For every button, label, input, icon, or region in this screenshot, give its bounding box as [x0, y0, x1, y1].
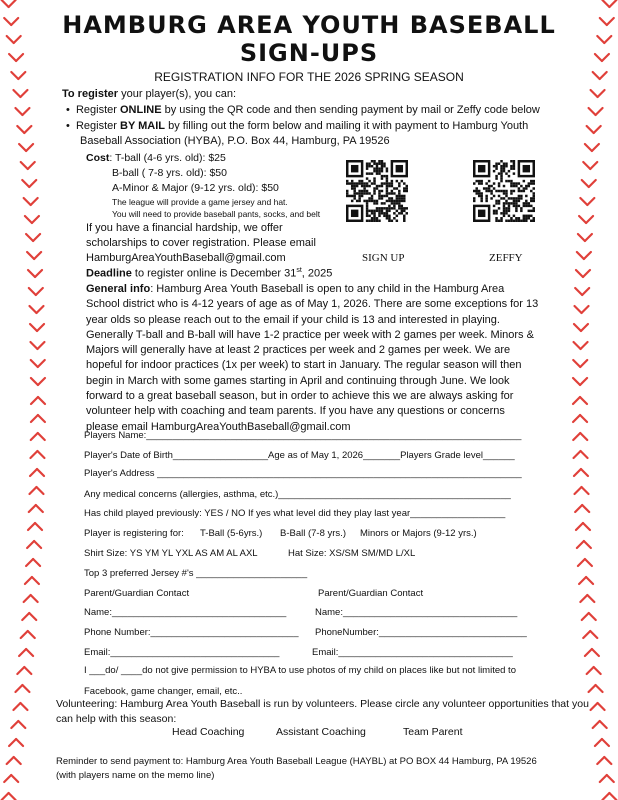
hat-size-field[interactable]: Hat Size: XS/SM SM/MD L/XL — [288, 548, 416, 559]
cost-note-jersey: The league will provide a game jersey and hat. — [112, 197, 288, 207]
stitch-mark — [580, 415, 587, 422]
stitch-mark — [31, 360, 38, 367]
guardian-contact-label-1: Parent/Guardian Contact — [84, 588, 190, 599]
stitch-mark — [598, 703, 605, 710]
stitch-mark — [28, 162, 35, 169]
stitch-mark — [31, 433, 38, 440]
stitch-mark — [580, 198, 587, 205]
left-stitch-arc — [2, 0, 45, 800]
stitch-mark — [29, 613, 36, 620]
stitch-mark — [38, 360, 45, 367]
stitch-mark — [18, 721, 25, 728]
stitch-mark — [587, 126, 594, 133]
stitch-mark — [573, 360, 580, 367]
register-bullet-online: • Register ONLINE by using the QR code and then sending payment by mail or Zeffy code below — [66, 104, 540, 116]
right-stitch-arc — [573, 0, 616, 800]
medical-field[interactable]: Any medical concerns (allergies, asthma, etc.)____________________________________________ — [84, 489, 511, 500]
stitch-mark — [581, 451, 588, 458]
stitch-mark — [31, 378, 38, 385]
signup-qr-code-icon[interactable] — [346, 160, 408, 222]
stitch-mark — [573, 378, 580, 385]
stitch-mark — [24, 595, 31, 602]
stitch-mark — [17, 126, 24, 133]
stitch-mark — [4, 775, 11, 782]
stitch-mark — [583, 270, 590, 277]
stitch-mark — [602, 739, 609, 746]
stitch-mark — [37, 342, 44, 349]
stitch-mark — [578, 234, 585, 241]
stitch-mark — [25, 216, 32, 223]
stitch-mark — [24, 667, 31, 674]
stitch-mark — [587, 595, 594, 602]
stitch-mark — [29, 306, 36, 313]
volunteer-head-coaching[interactable]: Head Coaching — [172, 726, 245, 738]
volunteer-assistant-coaching[interactable]: Assistant Coaching — [276, 726, 366, 738]
stitch-mark — [9, 0, 16, 7]
stitch-mark — [594, 126, 601, 133]
stitch-mark — [27, 541, 34, 548]
stitch-mark — [589, 108, 596, 115]
stitch-mark — [600, 721, 607, 728]
stitch-mark — [19, 144, 26, 151]
stitch-mark — [33, 559, 40, 566]
stitch-mark — [36, 306, 43, 313]
stitch-mark — [602, 0, 609, 7]
stitch-mark — [598, 90, 605, 97]
stitch-mark — [35, 523, 42, 530]
cost-bball: B-ball ( 7-8 yrs. old): $50 — [112, 167, 227, 179]
stitch-mark — [30, 342, 37, 349]
guardian-phone-field-1[interactable]: Phone Number:____________________________ — [84, 627, 299, 638]
stitch-mark — [591, 90, 598, 97]
stitch-mark — [32, 216, 39, 223]
stitch-mark — [581, 469, 588, 476]
page-title-line2: SIGN-UPS — [239, 39, 379, 67]
stitch-mark — [597, 757, 604, 764]
stitch-mark — [31, 595, 38, 602]
players-name-field[interactable]: Players Name:_______________________________________________________________________ — [84, 430, 522, 441]
stitch-mark — [580, 595, 587, 602]
stitch-mark — [574, 324, 581, 331]
stitch-mark — [585, 559, 592, 566]
guardian-phone-field-2[interactable]: PhoneNumber:____________________________ — [315, 627, 527, 638]
stitch-mark — [593, 721, 600, 728]
stitch-mark — [28, 631, 35, 638]
photo-permission-field[interactable]: I ___do/ ____do not give permission to HYBA to use photos of my child on places like but not limited to — [84, 665, 516, 676]
stitch-mark — [26, 234, 33, 241]
stitch-mark — [584, 541, 591, 548]
deadline: Deadline to register online is December 31st, 2025 — [86, 267, 333, 280]
stitch-mark — [600, 775, 607, 782]
stitch-mark — [579, 216, 586, 223]
stitch-mark — [586, 216, 593, 223]
stitch-mark — [2, 0, 9, 7]
register-bullet-mail-line2: Baseball Association (HYBA), P.O. Box 44, Hamburg, PA 19526 — [80, 135, 390, 147]
volunteer-line1: Volunteering: Hamburg Area Youth Baseball is run by volunteers. Please circle any volunteer opportunities that you — [56, 698, 589, 710]
stitch-mark — [582, 288, 589, 295]
volunteer-team-parent[interactable]: Team Parent — [403, 726, 463, 738]
stitch-mark — [31, 415, 38, 422]
stitch-mark — [580, 397, 587, 404]
stitch-mark — [20, 703, 27, 710]
stitch-mark — [13, 90, 20, 97]
stitch-mark — [14, 757, 21, 764]
stitch-mark — [26, 559, 33, 566]
signup-qr-label: SIGN UP — [362, 252, 405, 264]
stitch-mark — [21, 631, 28, 638]
stitch-mark — [576, 523, 583, 530]
stitch-mark — [28, 270, 35, 277]
cost-note-pants: You will need to provide baseball pants, socks, and belt — [112, 209, 321, 219]
stitch-mark — [25, 577, 32, 584]
stitch-mark — [34, 252, 41, 259]
stitch-mark — [11, 721, 18, 728]
jersey-number-field[interactable]: Top 3 preferred Jersey #'s _____________________ — [84, 568, 308, 579]
stitch-mark — [574, 451, 581, 458]
stitch-mark — [604, 757, 611, 764]
stitch-mark — [16, 739, 23, 746]
reminder-line1: Reminder to send payment to: Hamburg Area Youth Baseball League (HAYBL) at PO BOX 44 Hamburg, PA 19526 — [56, 756, 537, 767]
page-subtitle: REGISTRATION INFO FOR THE 2026 SPRING SEASON — [154, 70, 464, 84]
stitch-mark — [20, 90, 27, 97]
stitch-mark — [589, 613, 596, 620]
stitch-mark — [573, 433, 580, 440]
option-tball[interactable]: T-Ball (5-6yrs.) — [200, 528, 263, 539]
stitch-mark — [581, 342, 588, 349]
stitch-mark — [589, 180, 596, 187]
stitch-mark — [575, 306, 582, 313]
stitch-mark — [15, 108, 22, 115]
register-intro: To register your player(s), you can: — [62, 88, 237, 100]
stitch-mark — [7, 757, 14, 764]
guardian-name-field-2[interactable]: Name:_________________________________ — [315, 607, 518, 618]
stitch-mark — [29, 505, 36, 512]
volunteer-line2: can help with this season: — [56, 713, 177, 725]
stitch-mark — [15, 685, 22, 692]
stitch-mark — [581, 324, 588, 331]
stitch-mark — [576, 270, 583, 277]
stitch-mark — [37, 451, 44, 458]
stitch-mark — [36, 288, 43, 295]
stitch-mark — [38, 415, 45, 422]
stitch-mark — [9, 793, 16, 800]
option-bball[interactable]: B-Ball (7-8 yrs.) — [280, 528, 346, 539]
guardian-name-field-1[interactable]: Name:_________________________________ — [84, 607, 287, 618]
register-bullet-mail: • Register BY MAIL by filling out the form below and mailing it with payment to Hamburg Youth — [66, 120, 529, 132]
cost-tball: Cost: T-ball (4-6 yrs. old): $25 — [86, 152, 226, 164]
stitch-mark — [590, 162, 597, 169]
stitch-mark — [585, 234, 592, 241]
stitch-mark — [24, 126, 31, 133]
stitch-mark — [22, 613, 29, 620]
general-info: General info: Hamburg Area Youth Baseball is open to any child in the Hamburg Area School district who is 4-12 years of age as of May 1, 2026. There are some exceptions for 13 year olds so please reach out to the email if your child is 13 and interested in playing. Generally T-ball and B-ball will have 1-2 practice per week with 2 games per week. Minors & Majors will generally have at least 2 practices per week and 2 games per week. We are hopeful for indoor practices (1x per week) to start in January. The regular season will then begin in March with some games starting in April and continuing through June. We look forward to a great baseball season, but in order to achieve this we are always asking for volunteer help with coaching and team parents. If you have any questions or concerns please email HamburgAreaYouthBaseball@gmail.com — [86, 283, 539, 433]
stitch-mark — [38, 378, 45, 385]
stitch-mark — [574, 469, 581, 476]
stitch-mark — [583, 631, 590, 638]
stitch-mark — [11, 775, 18, 782]
stitch-mark — [30, 469, 37, 476]
page-title-line1: HAMBURG AREA YOUTH BASEBALL — [62, 11, 556, 39]
stitch-mark — [37, 469, 44, 476]
stitch-mark — [30, 451, 37, 458]
stitch-mark — [27, 252, 34, 259]
stitch-mark — [38, 397, 45, 404]
guardian-contact-label-2: Parent/Guardian Contact — [318, 588, 424, 599]
stitch-mark — [580, 360, 587, 367]
stitch-mark — [21, 162, 28, 169]
stitch-mark — [33, 234, 40, 241]
stitch-mark — [29, 487, 36, 494]
stitch-mark — [580, 433, 587, 440]
shirt-size-field[interactable]: Shirt Size: YS YM YL YXL AS AM AL AXL — [84, 548, 258, 559]
stitch-mark — [38, 433, 45, 440]
stitch-mark — [583, 523, 590, 530]
hardship-line1: If you have a financial hardship, we offer — [86, 222, 283, 234]
zeffy-qr-code-icon[interactable] — [473, 160, 535, 222]
stitch-mark — [26, 649, 33, 656]
photo-permission-line2: Facebook, game changer, email, etc.. — [84, 686, 243, 697]
stitch-mark — [587, 198, 594, 205]
hardship-line2: scholarships to cover registration. Please email — [86, 237, 316, 249]
stitch-mark — [31, 198, 38, 205]
reminder-line2: (with players name on the memo line) — [56, 770, 215, 781]
stitch-mark — [2, 793, 9, 800]
stitch-mark — [28, 523, 35, 530]
address-field[interactable]: Player's Address _____________________________________________________________________ — [84, 468, 522, 479]
stitch-mark — [582, 306, 589, 313]
stitch-mark — [22, 685, 29, 692]
stitch-mark — [582, 487, 589, 494]
played-previously-field[interactable]: Has child played previously: YES / NO If yes what level did they play last year__________________ — [84, 508, 506, 519]
guardian-email-field-2[interactable]: Email:_________________________________ — [312, 647, 513, 658]
stitch-mark — [573, 397, 580, 404]
stitch-mark — [35, 270, 42, 277]
stitch-mark — [9, 739, 16, 746]
stitch-mark — [19, 649, 26, 656]
hardship-email[interactable]: HamburgAreaYouthBaseball@gmail.com — [86, 252, 286, 264]
stitch-mark — [30, 324, 37, 331]
stitch-mark — [579, 577, 586, 584]
stitch-mark — [592, 144, 599, 151]
stitch-mark — [582, 505, 589, 512]
stitch-mark — [589, 685, 596, 692]
stitch-mark — [29, 180, 36, 187]
stitch-mark — [37, 324, 44, 331]
stitch-mark — [592, 649, 599, 656]
stitch-mark — [17, 667, 24, 674]
stitch-mark — [34, 541, 41, 548]
stitch-mark — [609, 793, 616, 800]
stitch-mark — [13, 703, 20, 710]
stitch-mark — [575, 487, 582, 494]
stitch-mark — [32, 577, 39, 584]
stitch-mark — [36, 505, 43, 512]
stitch-mark — [36, 487, 43, 494]
stitch-mark — [577, 252, 584, 259]
stitch-mark — [573, 415, 580, 422]
stitch-mark — [24, 198, 31, 205]
dob-age-grade-field[interactable]: Player's Date of Birth__________________Age as of May 1, 2026_______Players Grade level______ — [84, 450, 515, 461]
guardian-email-field-1[interactable]: Email:________________________________ — [84, 647, 280, 658]
stitch-mark — [582, 180, 589, 187]
stitch-mark — [584, 252, 591, 259]
stitch-mark — [594, 667, 601, 674]
stitch-mark — [575, 505, 582, 512]
stitch-mark — [595, 739, 602, 746]
stitch-mark — [22, 108, 29, 115]
stitch-mark — [602, 793, 609, 800]
stitch-mark — [596, 685, 603, 692]
stitch-mark — [590, 631, 597, 638]
registering-label: Player is registering for: — [84, 528, 184, 539]
stitch-mark — [574, 342, 581, 349]
stitch-mark — [585, 649, 592, 656]
stitch-mark — [607, 775, 614, 782]
stitch-mark — [22, 180, 29, 187]
stitch-mark — [29, 288, 36, 295]
stitch-mark — [585, 144, 592, 151]
stitch-mark — [575, 288, 582, 295]
stitch-mark — [587, 667, 594, 674]
cost-minor-major: A-Minor & Major (9-12 yrs. old): $50 — [112, 182, 279, 194]
stitch-mark — [577, 541, 584, 548]
stitch-mark — [578, 559, 585, 566]
stitch-mark — [591, 703, 598, 710]
stitch-mark — [596, 108, 603, 115]
stitch-mark — [609, 0, 616, 7]
stitch-mark — [31, 397, 38, 404]
stitch-mark — [586, 577, 593, 584]
stitch-mark — [580, 378, 587, 385]
zeffy-qr-label: ZEFFY — [489, 252, 523, 264]
stitch-mark — [583, 162, 590, 169]
option-minors-majors[interactable]: Minors or Majors (9-12 yrs.) — [360, 528, 477, 539]
stitch-mark — [582, 613, 589, 620]
stitch-mark — [26, 144, 33, 151]
